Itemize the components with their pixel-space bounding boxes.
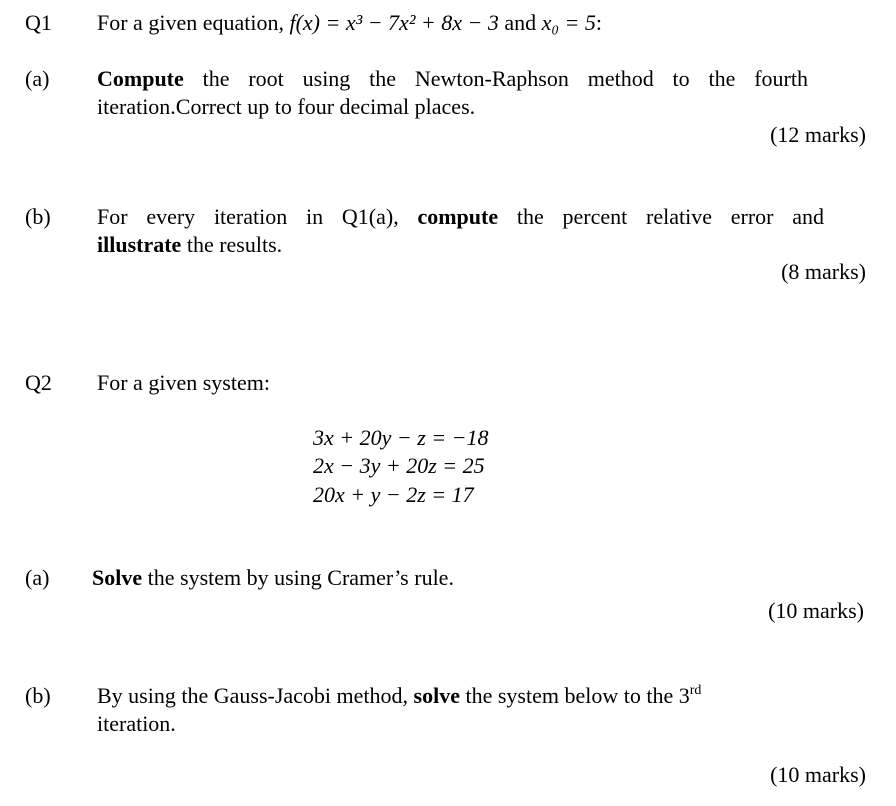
q1b-line2	[97, 232, 282, 258]
q2-equation-1: 3x + 20y − z = −18	[313, 425, 489, 450]
q2b-line1-post: the system below to the 3	[459, 683, 690, 708]
q1-intro-suffix: :	[595, 10, 603, 35]
q1a-marks: (12 marks)	[770, 122, 866, 147]
q1b-line2-verb: illustrate	[97, 232, 182, 257]
q2b-line1	[97, 683, 701, 709]
q2b-line2: iteration.	[97, 711, 176, 736]
q2-number: Q2	[25, 370, 52, 395]
q1-intro	[97, 10, 602, 36]
q2b-line1-sup: rd	[689, 683, 702, 698]
q2a-verb: Solve	[92, 565, 143, 590]
q1b-line1-post: the percent relative error and	[498, 204, 824, 229]
q1-x0: x₀ = 5	[541, 10, 596, 35]
q2-equation-3: 20x + y − 2z = 17	[313, 482, 474, 507]
q1-intro-prefix: For a given equation,	[97, 10, 290, 35]
q1a-verb: Compute	[97, 66, 184, 91]
q2b-line1-pre: By using the Gauss-Jacobi method,	[97, 683, 414, 708]
q2b-line1-verb: solve	[413, 683, 460, 708]
q2b-label: (b)	[25, 683, 51, 708]
q1b-line1	[97, 204, 824, 230]
q2a-marks: (10 marks)	[768, 598, 864, 623]
q2-intro: For a given system:	[97, 370, 270, 395]
q1b-label: (b)	[25, 204, 51, 229]
q1a-line1	[97, 66, 808, 92]
q2b-marks: (10 marks)	[770, 762, 866, 787]
q1a-line1-rest: the root using the Newton-Raphson method to the fourth	[183, 66, 808, 91]
q1a-line2: iteration.Correct up to four decimal places.	[97, 94, 476, 119]
q2-equation-2: 2x − 3y + 20z = 25	[313, 453, 485, 478]
q1a-label: (a)	[25, 66, 50, 91]
q1b-line1-verb: compute	[417, 204, 499, 229]
q2a-text	[92, 565, 454, 591]
q1-number: Q1	[25, 10, 52, 35]
q1-equation: f(x) = x³ − 7x² + 8x − 3	[289, 10, 499, 35]
q1-intro-and: and	[498, 10, 542, 35]
q1b-line1-pre: For every iteration in Q1(a),	[97, 204, 418, 229]
q1b-marks: (8 marks)	[781, 259, 866, 284]
q2a-rest: the system by using Cramer’s rule.	[142, 565, 454, 590]
q1b-line2-post: the results.	[181, 232, 283, 257]
q2a-label: (a)	[25, 565, 50, 590]
